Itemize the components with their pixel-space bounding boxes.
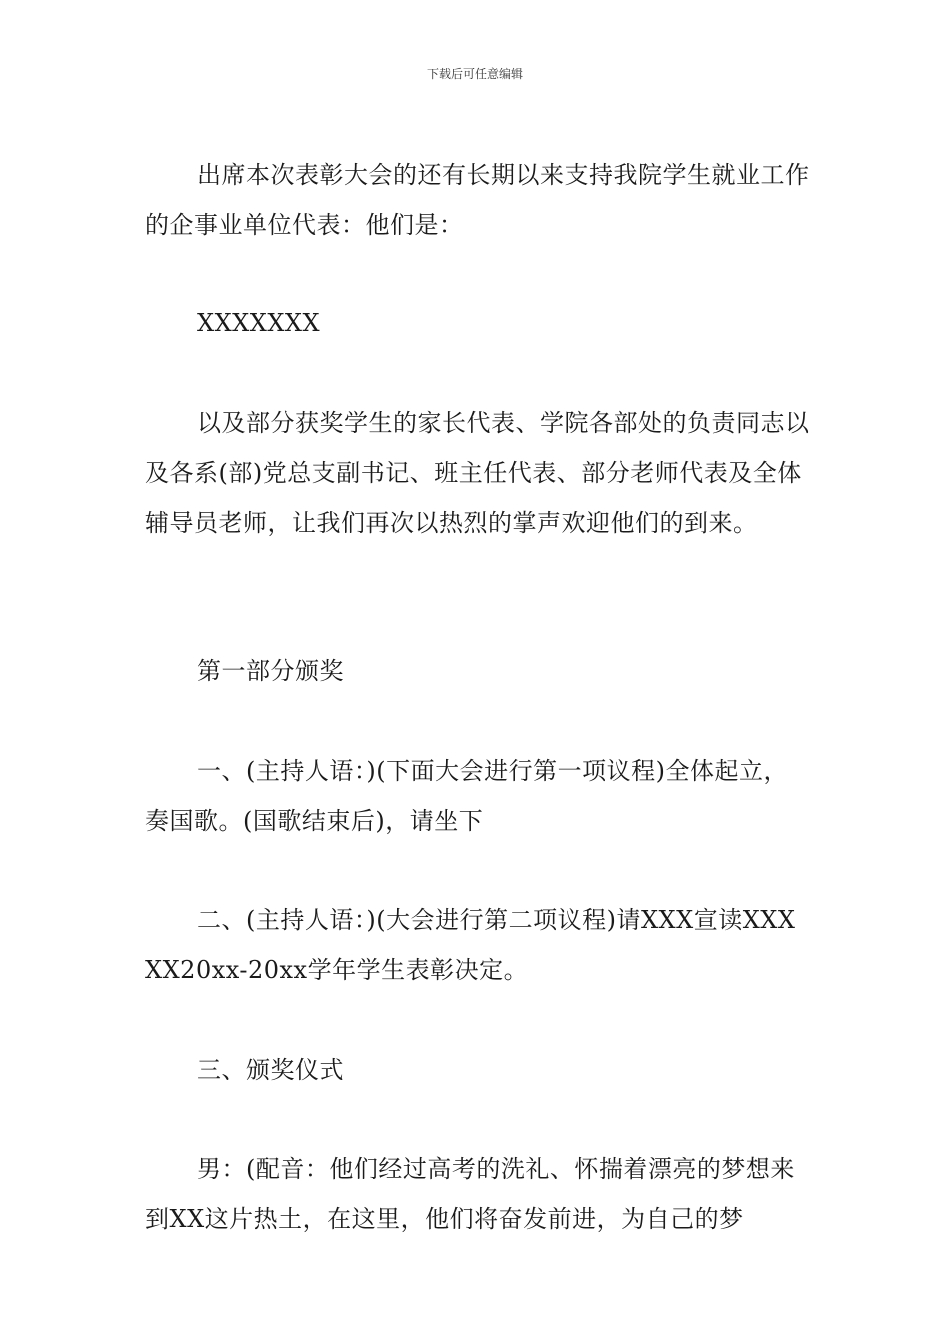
paragraph-placeholder-names: XXXXXXX <box>197 309 321 337</box>
paragraph-guests: 出席本次表彰大会的还有长期以来支持我院学生就业工作的企事业单位代表：他们是： <box>145 161 810 239</box>
section-heading-part-one: 第一部分颁奖 <box>197 657 344 685</box>
paragraph-other-attendees: 以及部分获奖学生的家长代表、学院各部处的负责同志以及各系(部)党总支副书记、班主任代表、部分老师代表及全体辅导员老师，让我们再次以热烈的掌声欢迎他们的到来。 <box>145 409 810 537</box>
paragraph-agenda-item-three: 三、颁奖仪式 <box>197 1056 344 1084</box>
page-header-note: 下载后可任意编辑 <box>426 67 523 81</box>
paragraph-agenda-item-one: 一、(主持人语：)(下面大会进行第一项议程)全体起立，奏国歌。(国歌结束后)，请坐下 <box>145 757 788 835</box>
paragraph-agenda-item-two: 二、(主持人语：)(大会进行第二项议程)请XXX宣读XXXXX20xx-20xx学年学生表彰决定。 <box>145 906 796 984</box>
paragraph-voiceover: 男：(配音：他们经过高考的洗礼、怀揣着漂亮的梦想来到XX这片热土，在这里，他们将奋发前进，为自己的梦 <box>145 1155 795 1233</box>
